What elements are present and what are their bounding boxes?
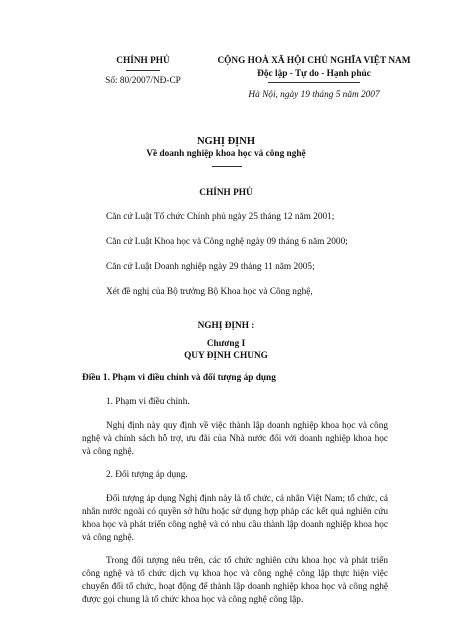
article-paragraph-2: Nghị định này quy định về việc thành lập doanh nghiệp khoa học và công nghệ và chính sách hỗ trợ, ưu đãi của Nhà nước đối với doanh nghiệp khoa học và công nghệ. — [82, 421, 388, 457]
article-paragraph-5: Trong đối tượng nêu trên, các tổ chức nghiên cứu khoa học và phát triển công nghệ và tổ chức dịch vụ khoa học và công nghệ công lập thực hiện việc chuyển đổi tổ chức, hoạt động để thành lập doanh nghiệp khoa học và công nghệ được gọi chung là tổ chức khoa học và công nghệ công lập. — [82, 556, 388, 605]
motto-underline — [268, 82, 360, 83]
decree-type: NGHỊ ĐỊNH — [196, 136, 256, 147]
article-title: Điều 1. Phạm vi điều chỉnh và đối tượng áp dụng — [82, 373, 276, 383]
legal-basis-4: Xét đề nghị của Bộ trưởng Bộ Khoa học và Công nghệ, — [106, 287, 313, 297]
legal-basis-1: Căn cứ Luật Tổ chức Chính phủ ngày 25 tháng 12 năm 2001; — [106, 212, 335, 222]
chapter-title: QUY ĐỊNH CHUNG — [184, 351, 268, 361]
issuer-underline — [126, 70, 160, 71]
national-title: CỘNG HOÀ XÃ HỘI CHỦ NGHĨA VIỆT NAM — [217, 56, 411, 66]
decree-subject: Về doanh nghiệp khoa học và công nghệ — [146, 149, 306, 159]
decrees-label: NGHỊ ĐỊNH : — [197, 321, 255, 331]
national-motto: Độc lập - Tự do - Hạnh phúc — [257, 69, 371, 79]
legal-basis-2: Căn cứ Luật Khoa học và Công nghệ ngày 09 tháng 6 năm 2000; — [106, 237, 348, 247]
chapter-number: Chương I — [206, 339, 246, 349]
issuer-heading: CHÍNH PHỦ — [199, 188, 253, 198]
document-number: Số: 80/2007/NĐ-CP — [105, 76, 181, 86]
legal-basis-3: Căn cứ Luật Doanh nghiệp ngày 29 tháng 11 năm 2005; — [106, 262, 315, 272]
issuing-body: CHÍNH PHỦ — [116, 56, 170, 66]
article-paragraph-3: 2. Đối tượng áp dụng. — [106, 470, 188, 480]
title-underline — [212, 166, 242, 167]
article-paragraph-1: 1. Phạm vi điều chỉnh. — [106, 397, 190, 407]
article-paragraph-4: Đối tượng áp dụng Nghị định này là tổ chức, cá nhân Việt Nam; tổ chức, cá nhân nước ngoài có quyền sở hữu hoặc sử dụng hợp pháp các kết quả nghiên cứu khoa học và phát triển công nghệ và có nhu cầu thành lập doanh nghiệp khoa học và công nghệ. — [82, 494, 388, 543]
issue-date: Hà Nội, ngày 19 tháng 5 năm 2007 — [248, 90, 380, 100]
